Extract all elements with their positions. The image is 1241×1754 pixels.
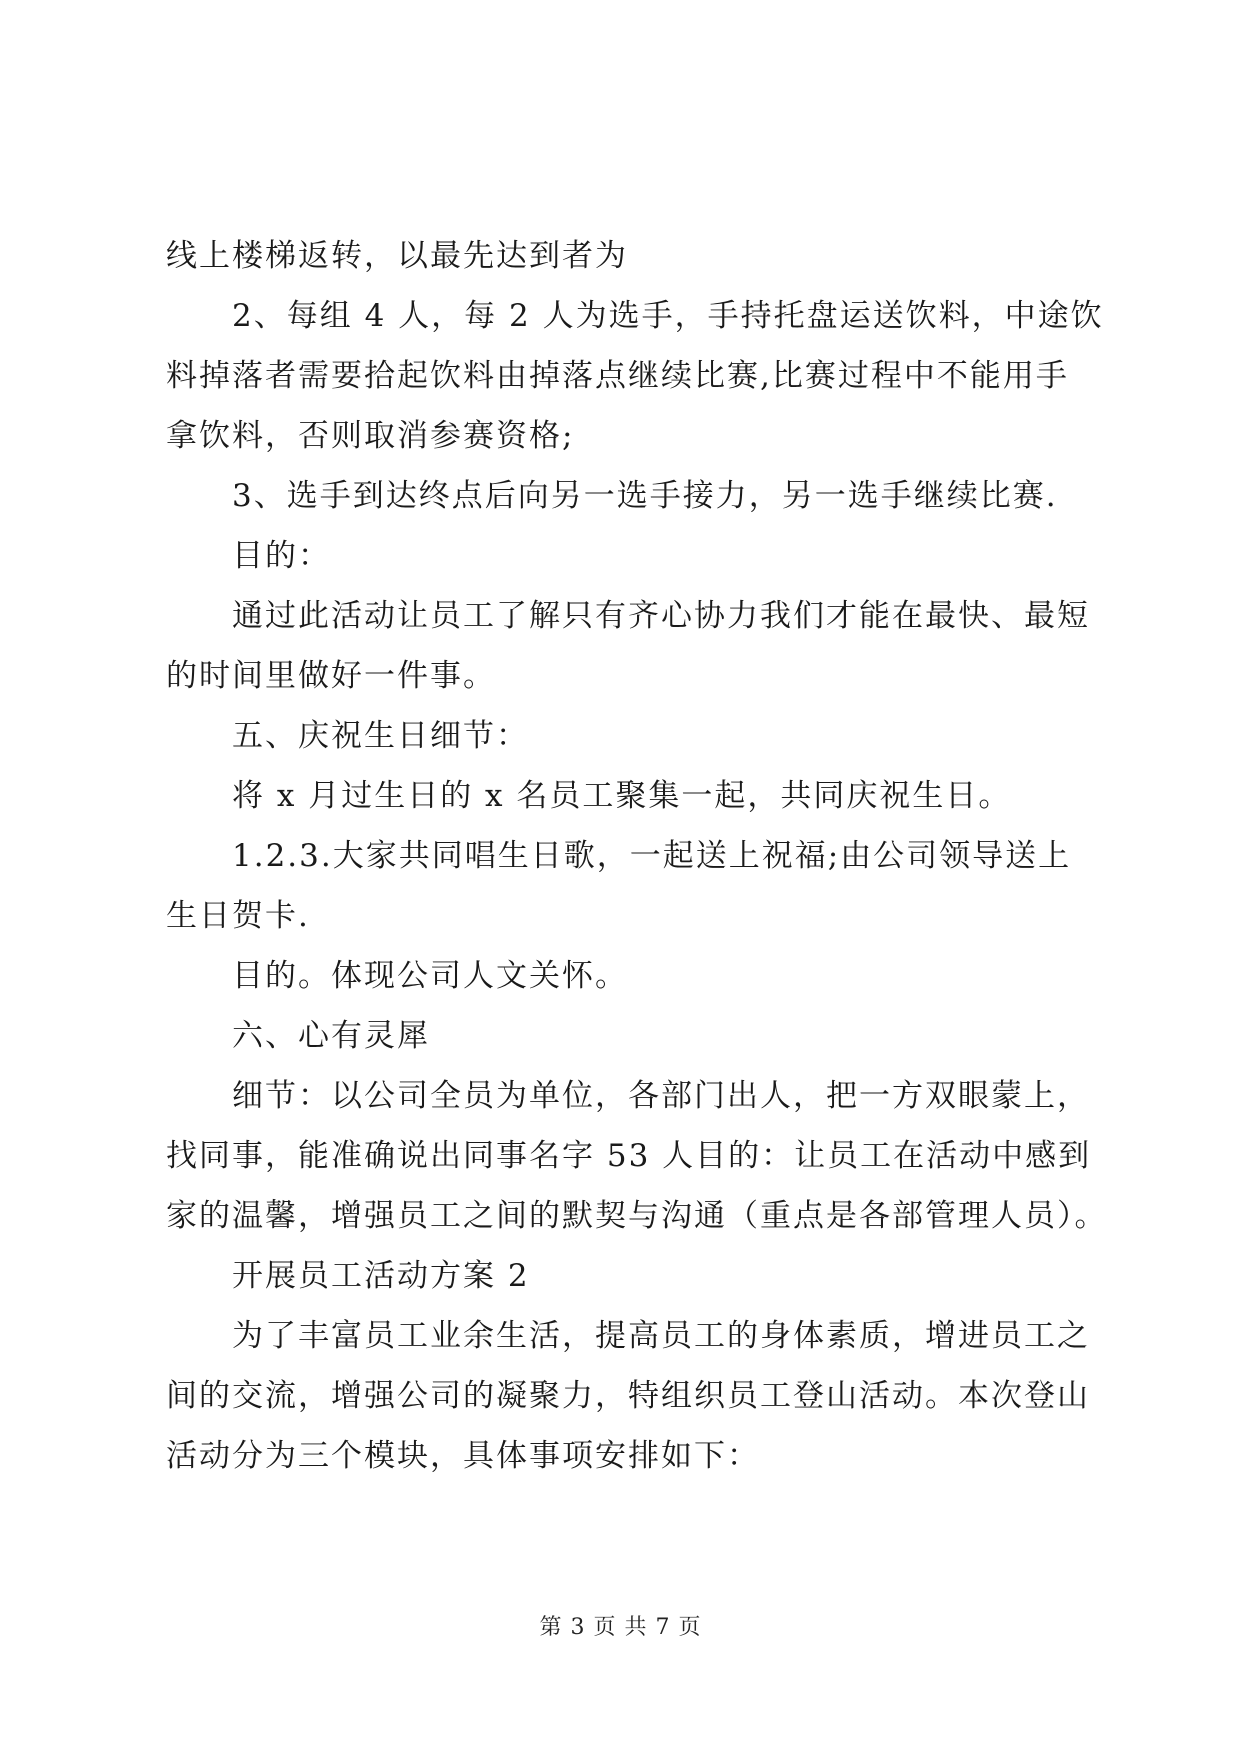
text-line: 通过此活动让员工了解只有齐心协力我们才能在最快、最短 [232,598,1090,634]
text-line: 将 x 月过生日的 x 名员工聚集一起，共同庆祝生日。 [232,778,1012,814]
text-line: 拿饮料，否则取消参赛资格; [166,418,575,454]
text-line: 活动分为三个模块，具体事项安排如下： [166,1438,760,1474]
section-heading: 开展员工活动方案 2 [232,1258,530,1294]
text-line: 目的。体现公司人文关怀。 [232,958,628,994]
text-line: 线上楼梯返转，以最先达到者为 [166,238,628,274]
text-line: 间的交流，增强公司的凝聚力，特组织员工登山活动。本次登山 [166,1378,1090,1414]
text-line: 料掉落者需要拾起饮料由掉落点继续比赛,比赛过程中不能用手 [166,358,1069,394]
text-line: 家的温馨，增强员工之间的默契与沟通（重点是各部管理人员）。 [166,1198,1108,1234]
section-heading: 六、心有灵犀 [232,1018,430,1054]
page-number-footer: 第 3 页 共 7 页 [539,1615,702,1640]
text-line: 生日贺卡. [166,898,310,934]
text-line: 为了丰富员工业余生活，提高员工的身体素质，增进员工之 [232,1318,1090,1354]
text-line: 3、选手到达终点后向另一选手接力，另一选手继续比赛. [232,478,1058,514]
text-line: 的时间里做好一件事。 [166,658,496,694]
text-line: 1.2.3.大家共同唱生日歌，一起送上祝福;由公司领导送上 [232,838,1072,874]
document-body [166,226,1108,1486]
text-line: 细节：以公司全员为单位，各部门出人，把一方双眼蒙上， [232,1078,1090,1114]
text-line: 目的： [232,538,331,574]
section-heading: 五、庆祝生日细节： [232,718,529,754]
text-line: 找同事，能准确说出同事名字 53 人目的：让员工在活动中感到 [166,1138,1092,1174]
text-line: 2、每组 4 人，每 2 人为选手，手持托盘运送饮料，中途饮 [232,298,1104,334]
